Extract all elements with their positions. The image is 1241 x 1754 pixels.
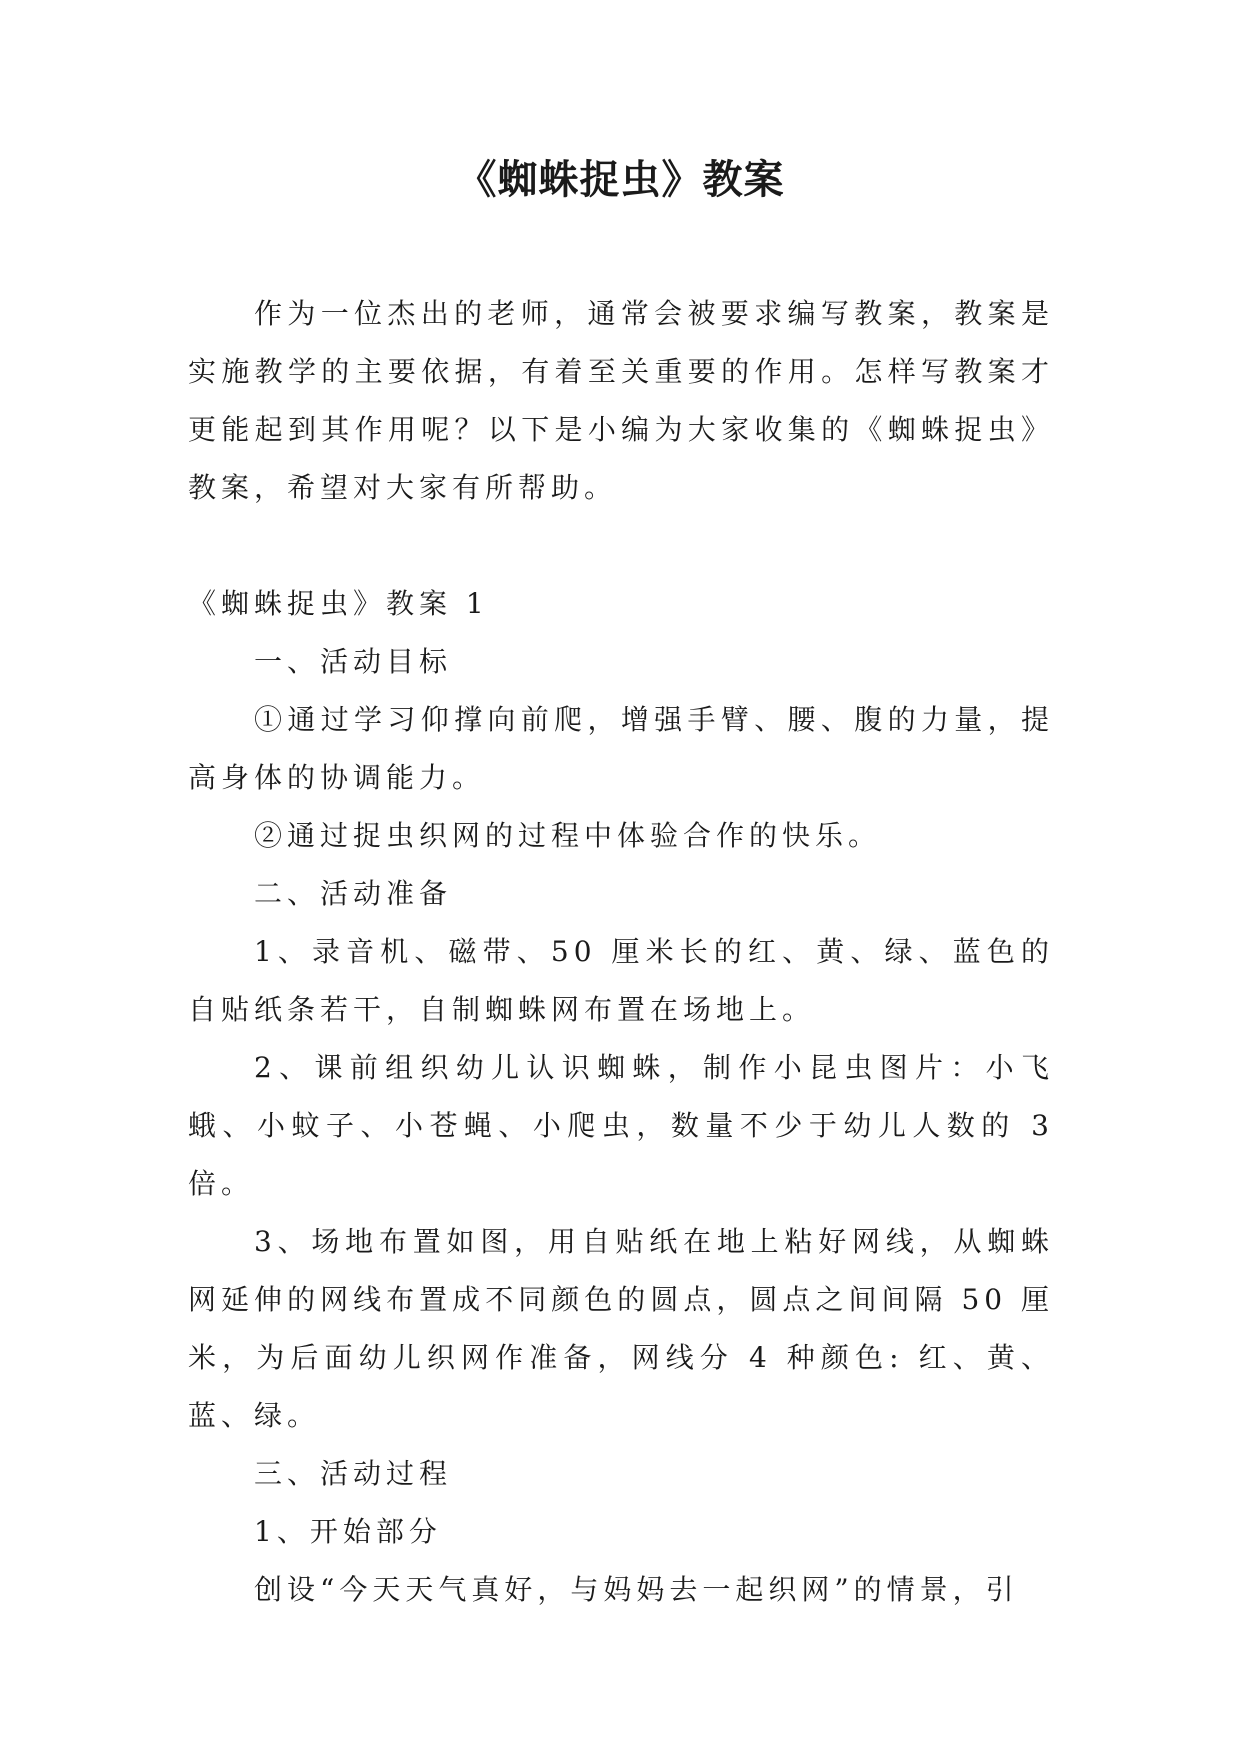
heading-activity-goals: 一、活动目标 (254, 645, 453, 678)
document-title: 《蜘蛛捉虫》教案 (456, 157, 785, 203)
heading-activity-preparation: 二、活动准备 (254, 877, 453, 910)
process-subheading-start: 1、开始部分 (254, 1515, 442, 1548)
goal-item-1: ①通过学习仰撑向前爬，增强手臂、腰、腹的力量，提高身体的协调能力。 (188, 703, 1054, 794)
preparation-item-3: 3、场地布置如图，用自贴纸在地上粘好网线，从蜘蛛网延伸的网线布置成不同颜色的圆点，圆点之间间隔 50 厘米，为后面幼儿织网作准备，网线分 4 种颜色: 红、黄、蓝、绿。 (188, 1225, 1054, 1432)
section-title: 《蜘蛛捉虫》教案 1 (188, 587, 489, 620)
intro-paragraph: 作为一位杰出的老师，通常会被要求编写教案，教案是实施教学的主要依据，有着至关重要的作用。怎样写教案才更能起到其作用呢？以下是小编为大家收集的《蜘蛛捉虫》教案，希望对大家有所帮助。 (188, 297, 1054, 504)
document-body (188, 285, 1054, 1619)
preparation-item-2: 2、课前组织幼儿认识蜘蛛，制作小昆虫图片：小飞蛾、小蚊子、小苍蝇、小爬虫，数量不少于幼儿人数的 3 倍。 (188, 1051, 1054, 1200)
process-paragraph: 创设“今天天气真好，与妈妈去一起织网”的情景，引 (254, 1573, 1019, 1606)
heading-activity-process: 三、活动过程 (254, 1457, 453, 1490)
preparation-item-1: 1、录音机、磁带、50 厘米长的红、黄、绿、蓝色的自贴纸条若干，自制蜘蛛网布置在场地上。 (188, 935, 1054, 1026)
goal-item-2: ②通过捉虫织网的过程中体验合作的快乐。 (254, 819, 882, 852)
